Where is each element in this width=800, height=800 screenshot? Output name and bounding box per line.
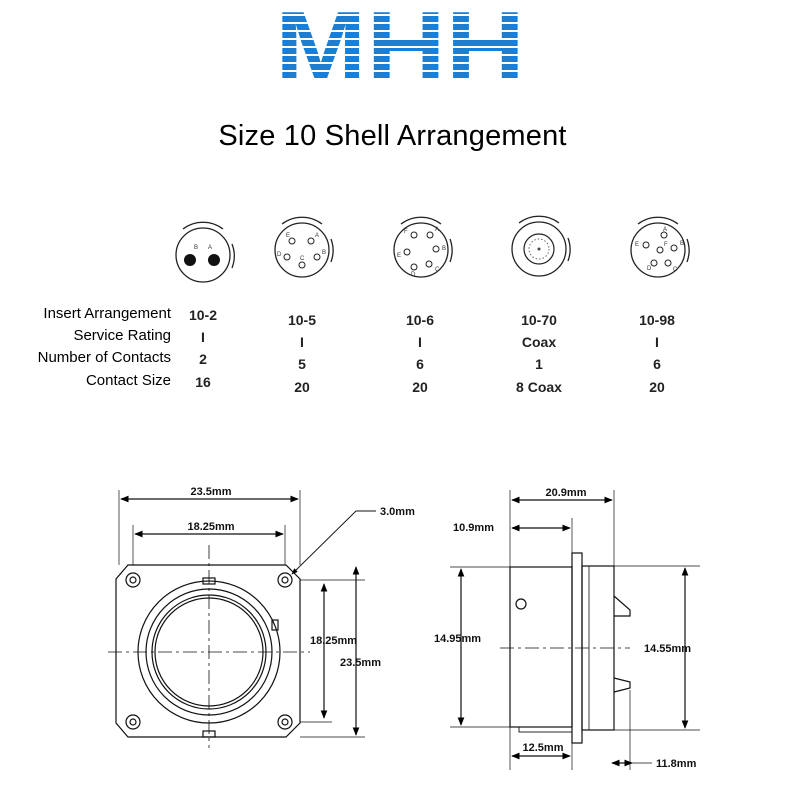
pin-label: E xyxy=(635,242,640,248)
dim-side-tail-length: 11.8mm xyxy=(656,758,697,770)
insert-icon-10-2 xyxy=(176,222,234,282)
size-10-2: 16 xyxy=(195,374,211,390)
pin-label: E xyxy=(397,253,402,259)
pin-label: A xyxy=(315,233,320,239)
size-10-6: 20 xyxy=(412,379,428,395)
rating-10-70: Coax xyxy=(521,334,557,350)
dim-side-front-length: 10.9mm xyxy=(453,522,494,534)
pin-label: F xyxy=(404,229,408,235)
label-service-rating: Service Rating xyxy=(73,327,171,344)
pin-label: E xyxy=(286,233,291,239)
contacts-10-98: 6 xyxy=(653,356,661,372)
size-10-98: 20 xyxy=(649,379,665,395)
pin-label: A xyxy=(208,245,213,251)
dim-side-height-left: 14.95mm xyxy=(434,633,482,645)
pin-label: C xyxy=(673,267,678,273)
pin-label: B xyxy=(442,246,447,252)
rating-10-6: I xyxy=(418,334,422,350)
front-view-drawing xyxy=(108,490,376,748)
insert-10-5: 10-5 xyxy=(287,312,317,328)
pin-label: D xyxy=(411,272,416,278)
dim-front-width-mount: 18.25mm xyxy=(187,521,235,533)
pin-label: C xyxy=(435,267,440,273)
rating-10-5: I xyxy=(300,334,304,350)
label-number-of-contacts: Number of Contacts xyxy=(37,349,171,366)
insert-icon-10-98 xyxy=(631,217,689,277)
pin-label: B xyxy=(680,241,685,247)
insert-icon-10-6 xyxy=(394,217,452,278)
insert-icon-10-5 xyxy=(275,217,333,277)
label-insert-arrangement: Insert Arrangement xyxy=(43,305,171,322)
insert-10-6: 10-6 xyxy=(405,312,435,328)
pin-label: C xyxy=(300,256,305,262)
pin-label: D xyxy=(277,252,282,258)
dim-front-height-outer: 23.5mm xyxy=(340,657,381,669)
logo-text: MHH xyxy=(275,8,525,84)
page-title: Size 10 Shell Arrangement xyxy=(218,120,567,152)
contacts-10-2: 2 xyxy=(199,351,207,367)
dim-side-rear-length: 12.5mm xyxy=(522,742,564,754)
size-10-70: 8 Coax xyxy=(516,379,562,395)
size-10-5: 20 xyxy=(294,379,310,395)
label-contact-size: Contact Size xyxy=(85,372,171,389)
insert-10-2: 10-2 xyxy=(188,307,218,323)
dim-side-height-right: 14.55mm xyxy=(644,643,692,655)
insert-10-98: 10-98 xyxy=(639,312,675,328)
contacts-10-5: 5 xyxy=(298,356,306,372)
insert-10-70: 10-70 xyxy=(521,312,557,328)
dim-front-hole: 3.0mm xyxy=(380,506,415,518)
pin-label: B xyxy=(194,245,199,251)
rating-10-98: I xyxy=(655,334,659,350)
dim-side-total-length: 20.9mm xyxy=(545,487,587,499)
rating-10-2: I xyxy=(201,329,205,345)
pin-label: A xyxy=(663,227,668,233)
insert-icon-10-70 xyxy=(512,216,570,276)
dim-front-width-outer: 23.5mm xyxy=(190,486,232,498)
pin-label: A xyxy=(435,227,440,233)
pin-label: D xyxy=(647,266,652,272)
pin-label: F xyxy=(664,242,668,248)
pin-label: B xyxy=(322,250,327,256)
dim-front-height-mount: 18.25mm xyxy=(310,635,358,647)
contacts-10-70: 1 xyxy=(535,356,543,372)
contacts-10-6: 6 xyxy=(416,356,424,372)
